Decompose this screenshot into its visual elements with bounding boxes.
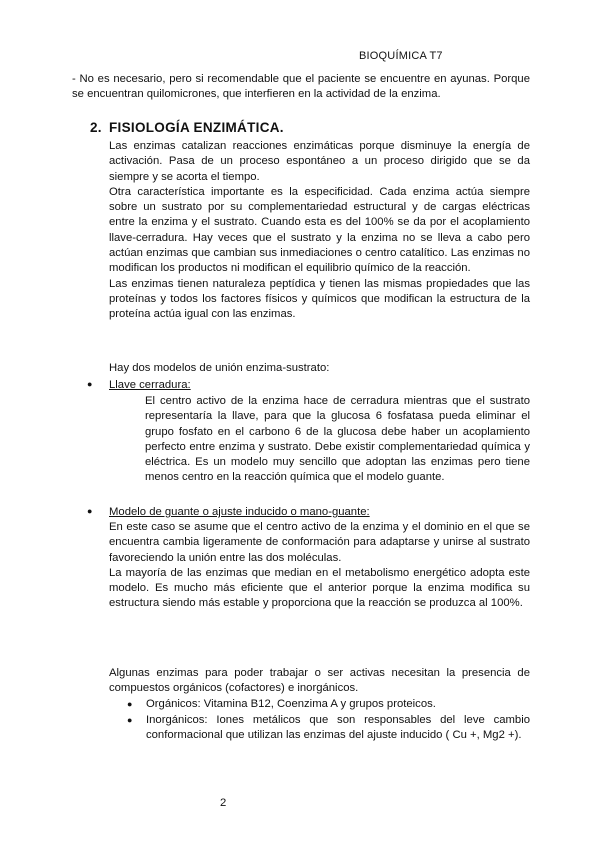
section-heading	[90, 120, 284, 135]
paragraph-peptide-nature: Las enzimas tienen naturaleza peptídica y tienen las mismas propiedades que las proteínas y todos los factores físicos y químicos que modifican la estructura de la proteína actúa igual con las enzimas.	[109, 277, 530, 321]
bullet-icon: ●	[127, 715, 133, 725]
bullet-icon: ●	[87, 379, 93, 389]
paragraph-specificity: Otra característica importante es la especificidad. Cada enzima actúa siempre sobre un sustrato por su complementariedad estructural y de cargas eléctricas entre la enzima y el sustrato. Cuando esta es del 100% se da por el acoplamiento llave-cerradura. Hay veces que el sustrato y la enzima no se lleva a cabo pero actúan enzimas que cambian sus inmediaciones o centro catalítico. Las enzimas no modifican los productos ni modifican el equilibrio químico de la reacción.	[109, 185, 530, 275]
page-number: 2	[220, 797, 227, 809]
list-item-inorganic	[127, 713, 530, 744]
paragraph-activation-energy: Las enzimas catalizan reacciones enzimáticas porque disminuye la energía de activación. Pasa de un proceso espontáneo a un proceso dirigido que se da siempre y se acorta el tiempo.	[109, 140, 530, 183]
models-intro: Hay dos modelos de unión enzima-sustrato:	[109, 362, 330, 374]
section-title: FISIOLOGÍA ENZIMÁTICA.	[109, 120, 284, 135]
intro-paragraph: - No es necesario, pero si recomendable que el paciente se encuentre en ayunas. Porque se encuentran quilomicrones, que interfieren en la actividad de la enzima.	[72, 73, 530, 101]
bullet-icon: ●	[127, 699, 133, 709]
list-item-organic	[127, 697, 530, 712]
induced-fit-paragraph: En este caso se asume que el centro activo de la enzima y el dominio en el que se encuentra cambia ligeramente de conformación para adaptarse y unirse al sustrato favoreciendo la unión entre las dos moléculas.	[109, 521, 530, 564]
induced-fit-paragraph: La mayoría de las enzimas que median en el metabolismo energético adopta este modelo. Es mucho más eficiente que el anterior porque la enzima modifica su estructura siendo más estable y proporciona que la reacción se produzca al 100%.	[109, 566, 530, 610]
bullet-icon: ●	[87, 506, 93, 516]
model-label-lock-key: Llave cerradura:	[109, 379, 191, 391]
model-text-induced-fit	[109, 520, 530, 612]
model-label-induced-fit: Modelo de guante o ajuste inducido o mano-guante:	[109, 506, 370, 518]
list-item-induced-fit	[87, 504, 530, 520]
section-body	[109, 139, 530, 323]
model-text-lock-key: El centro activo de la enzima hace de cerradura mientras que el sustrato representaría la llave, para que la glucosa 6 fosfatasa pueda eliminar el grupo fosfato en el carbono 6 de la glucosa debe haber un acoplamiento perfecto entre enzima y sustrato. Debe existir complementariedad química y eléctrica. Es un modelo muy sencillo que adoptan las enzimas pero tiene menos centro en la reacción química que el modelo guante.	[145, 395, 530, 484]
page-header: BIOQUÍMICA T7	[359, 50, 443, 62]
section-number: 2.	[90, 120, 102, 135]
cofactor-organic: Orgánicos: Vitamina B12, Coenzima A y grupos proteicos.	[146, 698, 436, 710]
list-item-lock-key	[87, 377, 530, 393]
cofactors-intro: Algunas enzimas para poder trabajar o ser activas necesitan la presencia de compuestos orgánicos (cofactores) e inorgánicos.	[109, 667, 530, 695]
cofactor-inorganic: Inorgánicos: Iones metálicos que son responsables del leve cambio conformacional que utilizan las enzimas del ajuste inducido ( Cu +, Mg2 +).	[146, 714, 530, 742]
